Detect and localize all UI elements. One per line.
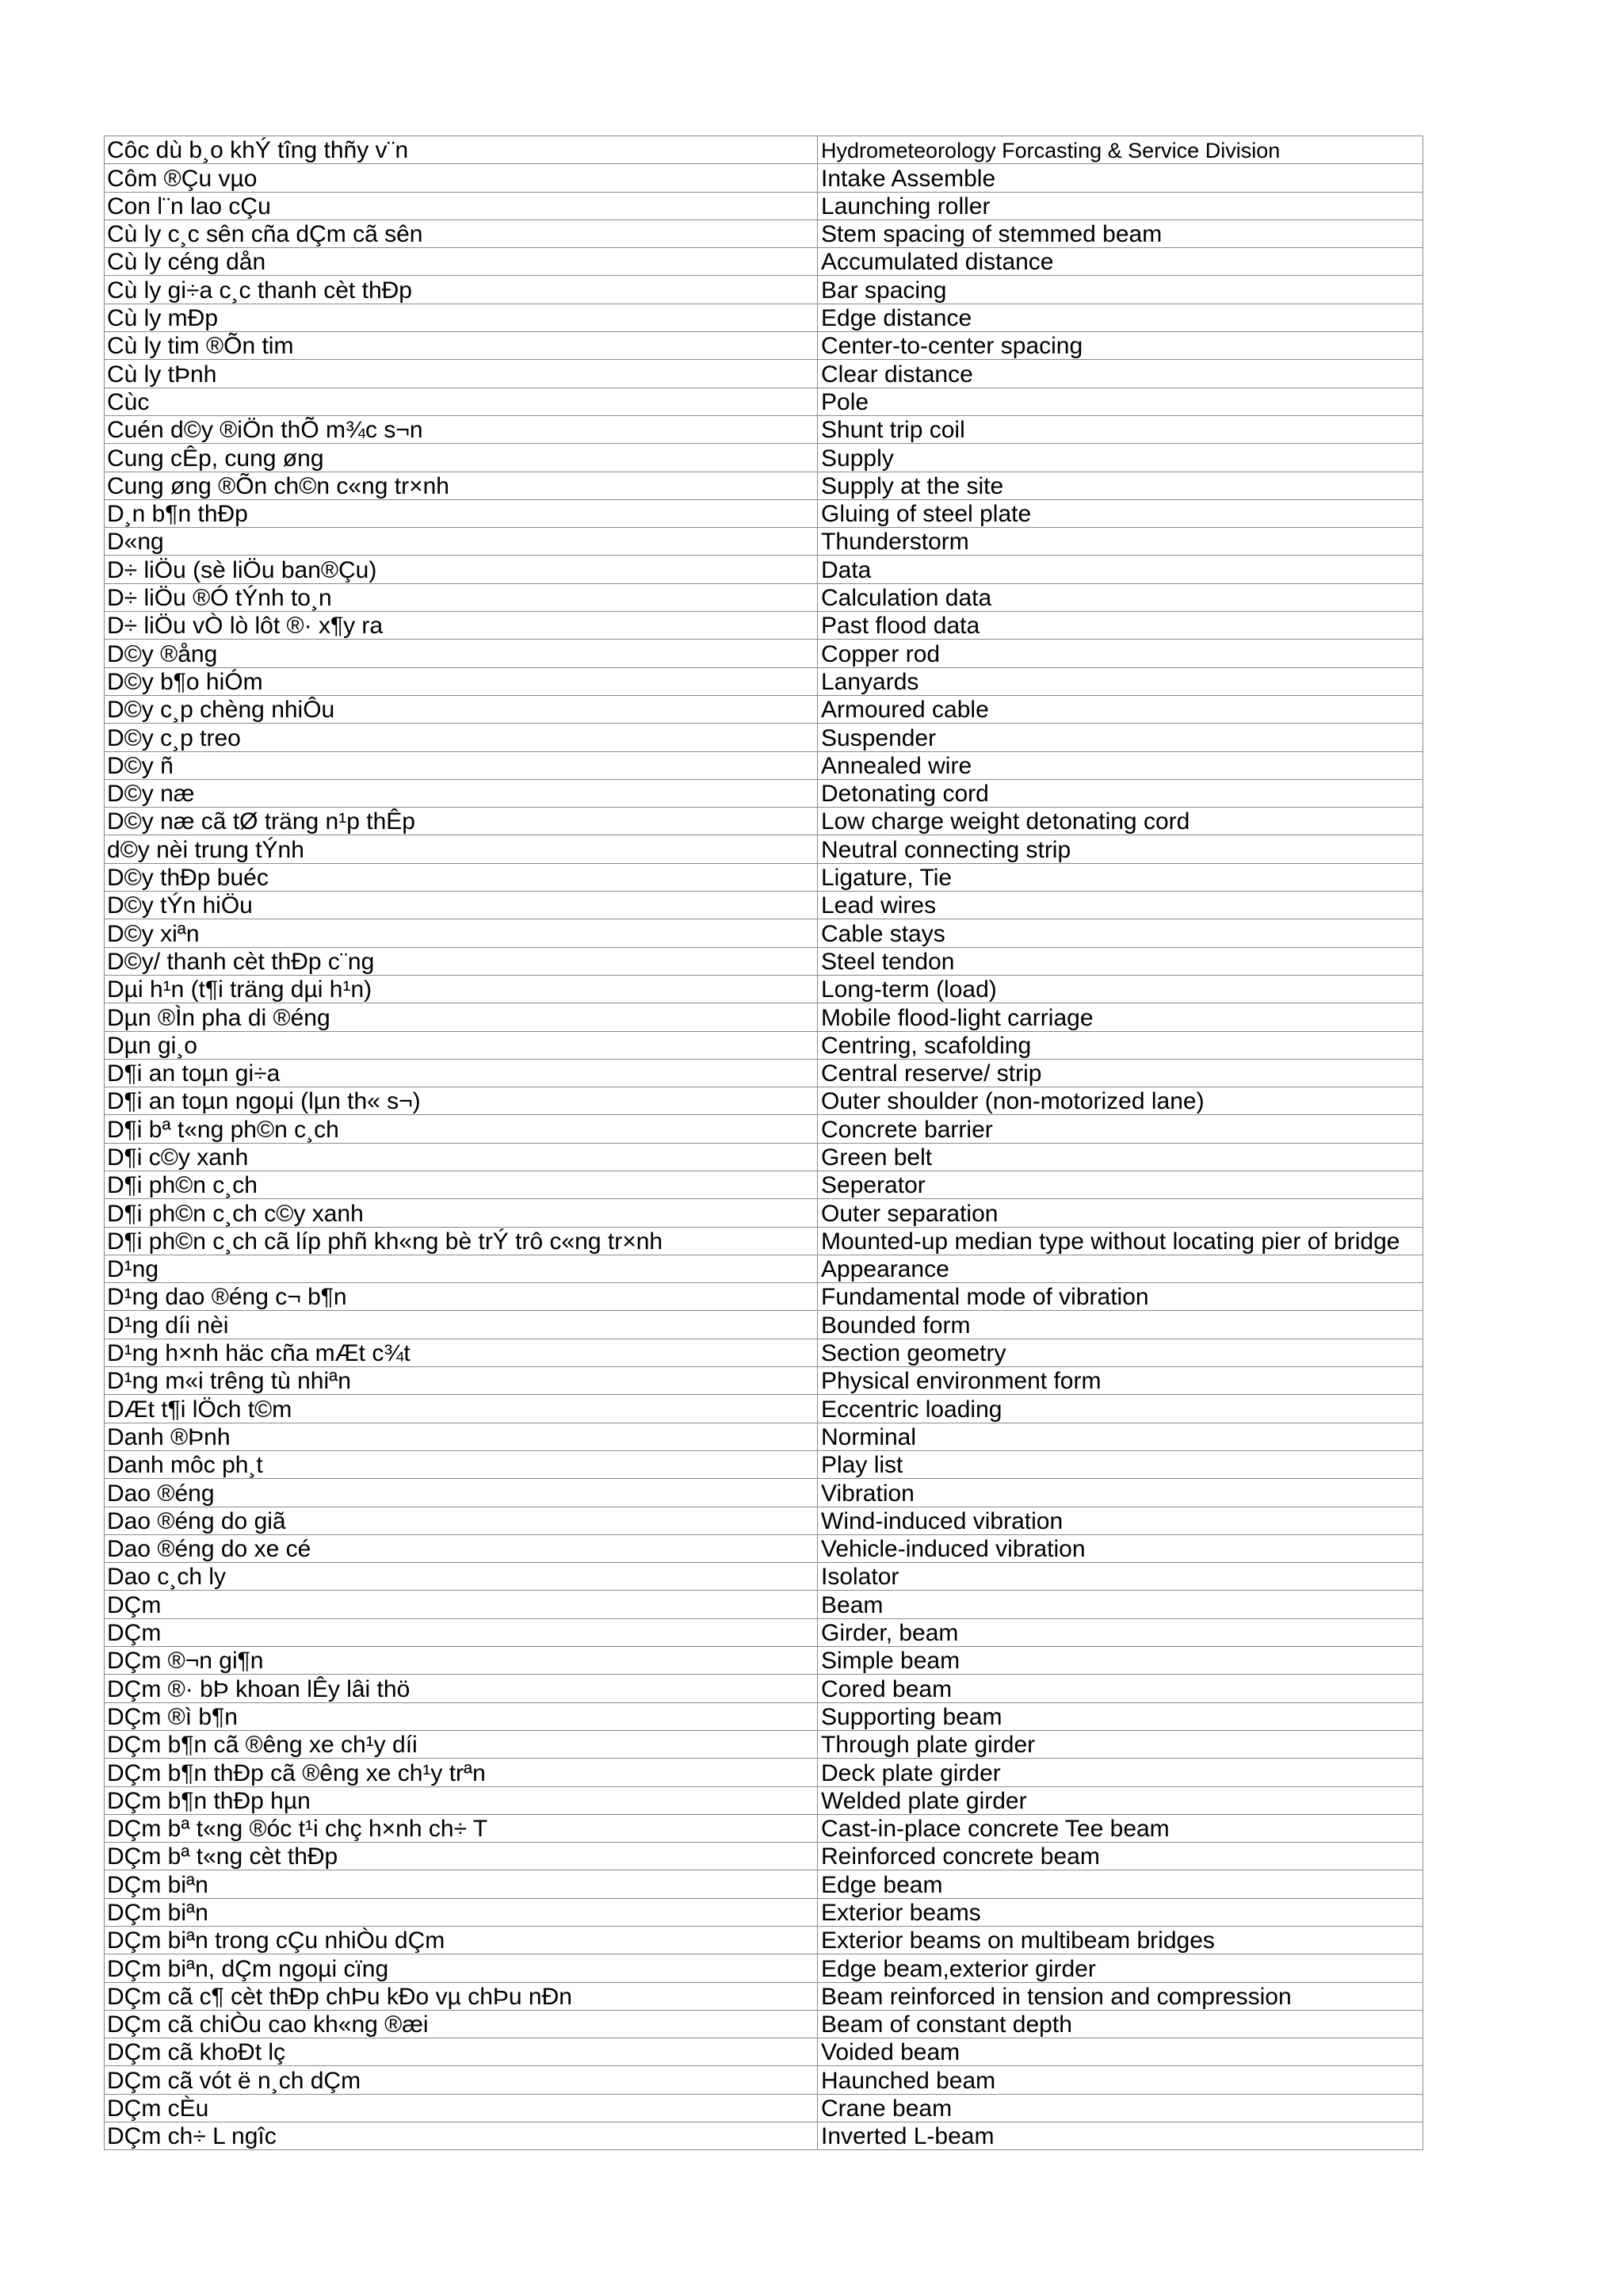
table-row bbox=[105, 835, 1423, 863]
table-row bbox=[105, 1843, 1423, 1870]
vietnamese-term-cell: D©y næ bbox=[105, 779, 818, 807]
table-row bbox=[105, 863, 1423, 891]
english-term-cell: Beam bbox=[818, 1591, 1423, 1618]
vietnamese-term-cell: Dao ®éng do xe cé bbox=[105, 1534, 818, 1562]
table-row bbox=[105, 1311, 1423, 1339]
table-row bbox=[105, 1227, 1423, 1255]
table-row bbox=[105, 975, 1423, 1003]
table-row bbox=[105, 751, 1423, 779]
vietnamese-term-cell: DÇm biªn bbox=[105, 1898, 818, 1926]
english-term-cell: Section geometry bbox=[818, 1339, 1423, 1366]
vietnamese-term-cell: D¶i ph©n c¸ch bbox=[105, 1171, 818, 1198]
table-row bbox=[105, 1982, 1423, 2010]
table-row bbox=[105, 695, 1423, 723]
table-row bbox=[105, 2066, 1423, 2094]
table-row bbox=[105, 472, 1423, 499]
english-term-cell: Reinforced concrete beam bbox=[818, 1843, 1423, 1870]
english-term-cell: Outer separation bbox=[818, 1199, 1423, 1227]
vietnamese-term-cell: DÆt t¶i lÖch t©m bbox=[105, 1395, 818, 1423]
english-term-cell: Welded plate girder bbox=[818, 1786, 1423, 1814]
vietnamese-term-cell: D÷ liÖu vÒ lò lôt ®· x¶y ra bbox=[105, 612, 818, 640]
english-term-cell: Calculation data bbox=[818, 583, 1423, 611]
english-term-cell: Cored beam bbox=[818, 1675, 1423, 1702]
vietnamese-term-cell: DÇm ®· bÞ khoan lÊy lâi thö bbox=[105, 1675, 818, 1702]
table-row bbox=[105, 1563, 1423, 1591]
table-row bbox=[105, 947, 1423, 975]
table-row bbox=[105, 1171, 1423, 1198]
vietnamese-term-cell: Dao ®éng do giã bbox=[105, 1507, 818, 1534]
table-row bbox=[105, 1759, 1423, 1786]
vietnamese-term-cell: D¶i an toµn gi÷a bbox=[105, 1059, 818, 1087]
english-term-cell: Thunderstorm bbox=[818, 528, 1423, 556]
table-row bbox=[105, 724, 1423, 751]
table-row bbox=[105, 2122, 1423, 2150]
vietnamese-term-cell: DÇm cã chiÒu cao kh«ng ®æi bbox=[105, 2010, 818, 2038]
vietnamese-term-cell: Cù ly tÞnh bbox=[105, 360, 818, 388]
english-term-cell: Exterior beams bbox=[818, 1898, 1423, 1926]
english-term-cell: Intake Assemble bbox=[818, 164, 1423, 192]
english-term-cell: Copper rod bbox=[818, 640, 1423, 667]
english-term-cell: Play list bbox=[818, 1450, 1423, 1478]
vietnamese-term-cell: DÇm b¶n cã ®êng xe ch¹y díi bbox=[105, 1730, 818, 1758]
vietnamese-term-cell: D¶i ph©n c¸ch cã líp phñ kh«ng bè trÝ trô c«ng tr×nh bbox=[105, 1227, 818, 1255]
vietnamese-term-cell: D¶i ph©n c¸ch c©y xanh bbox=[105, 1199, 818, 1227]
table-row bbox=[105, 640, 1423, 667]
english-term-cell: Norminal bbox=[818, 1423, 1423, 1450]
vietnamese-term-cell: D©y xiªn bbox=[105, 919, 818, 947]
english-term-cell: Detonating cord bbox=[818, 779, 1423, 807]
table-row bbox=[105, 1647, 1423, 1675]
english-term-cell: Mobile flood-light carriage bbox=[818, 1003, 1423, 1031]
table-row bbox=[105, 2038, 1423, 2066]
vietnamese-term-cell: D÷ liÖu (sè liÖu ban®Çu) bbox=[105, 556, 818, 583]
table-row bbox=[105, 248, 1423, 276]
table-row bbox=[105, 1675, 1423, 1702]
vietnamese-term-cell: Cù ly c¸c sên cña dÇm cã sên bbox=[105, 220, 818, 247]
vietnamese-term-cell: DÇm bbox=[105, 1618, 818, 1646]
vietnamese-term-cell: Cùc bbox=[105, 388, 818, 415]
table-row bbox=[105, 1115, 1423, 1143]
table-row bbox=[105, 1339, 1423, 1366]
vietnamese-term-cell: DÇm cÈu bbox=[105, 2094, 818, 2122]
vietnamese-term-cell: D©y thÐp buéc bbox=[105, 863, 818, 891]
table-row bbox=[105, 1534, 1423, 1562]
english-term-cell: Isolator bbox=[818, 1563, 1423, 1591]
english-term-cell: Armoured cable bbox=[818, 695, 1423, 723]
english-term-cell: Girder, beam bbox=[818, 1618, 1423, 1646]
english-term-cell: Outer shoulder (non-motorized lane) bbox=[818, 1087, 1423, 1115]
vietnamese-term-cell: Danh môc ph¸t bbox=[105, 1450, 818, 1478]
vietnamese-term-cell: DÇm bª t«ng cèt thÐp bbox=[105, 1843, 818, 1870]
table-row bbox=[105, 612, 1423, 640]
table-row bbox=[105, 1450, 1423, 1478]
table-row bbox=[105, 276, 1423, 304]
english-term-cell: Central reserve/ strip bbox=[818, 1059, 1423, 1087]
vietnamese-term-cell: DÇm cã c¶ cèt thÐp chÞu kÐo vµ chÞu nÐn bbox=[105, 1982, 818, 2010]
table-row bbox=[105, 1927, 1423, 1954]
vietnamese-term-cell: D¶i c©y xanh bbox=[105, 1143, 818, 1171]
vietnamese-term-cell: D¶i bª t«ng ph©n c¸ch bbox=[105, 1115, 818, 1143]
english-term-cell: Supply at the site bbox=[818, 472, 1423, 499]
table-row bbox=[105, 1003, 1423, 1031]
vietnamese-term-cell: D¶i an toµn ngoµi (lµn th« s¬) bbox=[105, 1087, 818, 1115]
vietnamese-term-cell: D¸n b¶n thÐp bbox=[105, 499, 818, 527]
table-row bbox=[105, 1870, 1423, 1898]
vietnamese-term-cell: DÇm biªn bbox=[105, 1870, 818, 1898]
english-term-cell: Edge beam,exterior girder bbox=[818, 1954, 1423, 1982]
english-term-cell: Shunt trip coil bbox=[818, 415, 1423, 443]
english-term-cell: Crane beam bbox=[818, 2094, 1423, 2122]
vietnamese-term-cell: D÷ liÖu ®Ó tÝnh to¸n bbox=[105, 583, 818, 611]
table-row bbox=[105, 667, 1423, 695]
english-term-cell: Launching roller bbox=[818, 192, 1423, 220]
english-term-cell: Bounded form bbox=[818, 1311, 1423, 1339]
table-row bbox=[105, 583, 1423, 611]
english-term-cell: Centring, scafolding bbox=[818, 1031, 1423, 1059]
table-row bbox=[105, 2010, 1423, 2038]
table-row bbox=[105, 1283, 1423, 1311]
table-row bbox=[105, 444, 1423, 472]
vietnamese-term-cell: DÇm ch÷ L ngîc bbox=[105, 2122, 818, 2150]
vietnamese-term-cell: Con l¨n lao cÇu bbox=[105, 192, 818, 220]
english-term-cell: Mounted-up median type without locating pier of bridge bbox=[818, 1227, 1423, 1255]
english-term-cell: Gluing of steel plate bbox=[818, 499, 1423, 527]
table-row bbox=[105, 136, 1423, 164]
english-term-cell: Annealed wire bbox=[818, 751, 1423, 779]
vietnamese-term-cell: D©y ®ång bbox=[105, 640, 818, 667]
vietnamese-term-cell: DÇm ®ì b¶n bbox=[105, 1702, 818, 1730]
english-term-cell: Physical environment form bbox=[818, 1367, 1423, 1395]
glossary-body bbox=[105, 136, 1423, 2150]
vietnamese-term-cell: D¹ng díi nèi bbox=[105, 1311, 818, 1339]
table-row bbox=[105, 1814, 1423, 1842]
table-row bbox=[105, 556, 1423, 583]
vietnamese-term-cell: d©y nèi trung tÝnh bbox=[105, 835, 818, 863]
vietnamese-term-cell: D¹ng bbox=[105, 1255, 818, 1282]
english-term-cell: Clear distance bbox=[818, 360, 1423, 388]
english-term-cell: Center-to-center spacing bbox=[818, 332, 1423, 360]
table-row bbox=[105, 1423, 1423, 1450]
table-row bbox=[105, 1786, 1423, 1814]
table-row bbox=[105, 1059, 1423, 1087]
english-term-cell: Stem spacing of stemmed beam bbox=[818, 220, 1423, 247]
english-term-cell: Green belt bbox=[818, 1143, 1423, 1171]
vietnamese-term-cell: Cù ly tim ®Õn tim bbox=[105, 332, 818, 360]
vietnamese-term-cell: Dao c¸ch ly bbox=[105, 1563, 818, 1591]
table-row bbox=[105, 415, 1423, 443]
english-term-cell: Ligature, Tie bbox=[818, 863, 1423, 891]
english-term-cell: Vibration bbox=[818, 1479, 1423, 1507]
vietnamese-term-cell: Danh ®Þnh bbox=[105, 1423, 818, 1450]
english-term-cell: Pole bbox=[818, 388, 1423, 415]
table-row bbox=[105, 528, 1423, 556]
table-row bbox=[105, 1031, 1423, 1059]
vietnamese-term-cell: D¹ng dao ®éng c¬ b¶n bbox=[105, 1283, 818, 1311]
table-row bbox=[105, 1143, 1423, 1171]
table-row bbox=[105, 1395, 1423, 1423]
english-term-cell: Suspender bbox=[818, 724, 1423, 751]
english-term-cell: Voided beam bbox=[818, 2038, 1423, 2066]
table-row bbox=[105, 779, 1423, 807]
english-term-cell: Wind-induced vibration bbox=[818, 1507, 1423, 1534]
english-term-cell: Deck plate girder bbox=[818, 1759, 1423, 1786]
table-row bbox=[105, 1730, 1423, 1758]
vietnamese-term-cell: D¹ng h×nh häc cña mÆt c¾t bbox=[105, 1339, 818, 1366]
vietnamese-term-cell: Cuén d©y ®iÖn thÕ m¾c s¬n bbox=[105, 415, 818, 443]
english-term-cell: Supply bbox=[818, 444, 1423, 472]
english-term-cell: Haunched beam bbox=[818, 2066, 1423, 2094]
table-row bbox=[105, 1255, 1423, 1282]
english-term-cell: Vehicle-induced vibration bbox=[818, 1534, 1423, 1562]
english-term-cell: Lanyards bbox=[818, 667, 1423, 695]
glossary-table bbox=[104, 136, 1423, 2150]
table-row bbox=[105, 1479, 1423, 1507]
table-row bbox=[105, 1367, 1423, 1395]
english-term-cell: Exterior beams on multibeam bridges bbox=[818, 1927, 1423, 1954]
english-term-cell: Hydrometeorology Forcasting & Service Division bbox=[818, 136, 1423, 164]
english-term-cell: Beam reinforced in tension and compression bbox=[818, 1982, 1423, 2010]
vietnamese-term-cell: Cù ly mÐp bbox=[105, 304, 818, 331]
vietnamese-term-cell: Cung øng ®Õn ch©n c«ng tr×nh bbox=[105, 472, 818, 499]
vietnamese-term-cell: D©y b¶o hiÓm bbox=[105, 667, 818, 695]
table-row bbox=[105, 1199, 1423, 1227]
english-term-cell: Cast-in-place concrete Tee beam bbox=[818, 1814, 1423, 1842]
english-term-cell: Eccentric loading bbox=[818, 1395, 1423, 1423]
table-row bbox=[105, 1591, 1423, 1618]
english-term-cell: Appearance bbox=[818, 1255, 1423, 1282]
vietnamese-term-cell: DÇm cã vót ë n¸ch dÇm bbox=[105, 2066, 818, 2094]
english-term-cell: Steel tendon bbox=[818, 947, 1423, 975]
table-row bbox=[105, 360, 1423, 388]
vietnamese-term-cell: DÇm bª t«ng ®óc t¹i chç h×nh ch÷ T bbox=[105, 1814, 818, 1842]
vietnamese-term-cell: Dµn ®Ìn pha di ®éng bbox=[105, 1003, 818, 1031]
table-row bbox=[105, 304, 1423, 331]
table-row bbox=[105, 1954, 1423, 1982]
vietnamese-term-cell: DÇm biªn, dÇm ngoµi cïng bbox=[105, 1954, 818, 1982]
vietnamese-term-cell: D©y c¸p treo bbox=[105, 724, 818, 751]
english-term-cell: Seperator bbox=[818, 1171, 1423, 1198]
vietnamese-term-cell: Cung cÊp, cung øng bbox=[105, 444, 818, 472]
vietnamese-term-cell: DÇm b¶n thÐp cã ®êng xe ch¹y trªn bbox=[105, 1759, 818, 1786]
table-row bbox=[105, 1087, 1423, 1115]
english-term-cell: Simple beam bbox=[818, 1647, 1423, 1675]
english-term-cell: Lead wires bbox=[818, 892, 1423, 919]
vietnamese-term-cell: D©y c¸p chèng nhiÔu bbox=[105, 695, 818, 723]
vietnamese-term-cell: Dao ®éng bbox=[105, 1479, 818, 1507]
english-term-cell: Neutral connecting strip bbox=[818, 835, 1423, 863]
vietnamese-term-cell: D©y ñ bbox=[105, 751, 818, 779]
table-row bbox=[105, 808, 1423, 835]
english-term-cell: Cable stays bbox=[818, 919, 1423, 947]
english-term-cell: Edge distance bbox=[818, 304, 1423, 331]
english-term-cell: Fundamental mode of vibration bbox=[818, 1283, 1423, 1311]
vietnamese-term-cell: D«ng bbox=[105, 528, 818, 556]
english-term-cell: Long-term (load) bbox=[818, 975, 1423, 1003]
table-row bbox=[105, 919, 1423, 947]
table-row bbox=[105, 1702, 1423, 1730]
english-term-cell: Bar spacing bbox=[818, 276, 1423, 304]
vietnamese-term-cell: D¹ng m«i trêng tù nhiªn bbox=[105, 1367, 818, 1395]
english-term-cell: Data bbox=[818, 556, 1423, 583]
table-row bbox=[105, 892, 1423, 919]
vietnamese-term-cell: Côc dù b¸o khÝ tîng thñy v¨n bbox=[105, 136, 818, 164]
vietnamese-term-cell: Dµn gi¸o bbox=[105, 1031, 818, 1059]
english-term-cell: Past flood data bbox=[818, 612, 1423, 640]
vietnamese-term-cell: DÇm bbox=[105, 1591, 818, 1618]
english-term-cell: Beam of constant depth bbox=[818, 2010, 1423, 2038]
vietnamese-term-cell: DÇm b¶n thÐp hµn bbox=[105, 1786, 818, 1814]
table-row bbox=[105, 220, 1423, 247]
table-row bbox=[105, 332, 1423, 360]
vietnamese-term-cell: Côm ®Çu vµo bbox=[105, 164, 818, 192]
table-row bbox=[105, 192, 1423, 220]
english-term-cell: Supporting beam bbox=[818, 1702, 1423, 1730]
table-row bbox=[105, 388, 1423, 415]
english-term-cell: Through plate girder bbox=[818, 1730, 1423, 1758]
english-term-cell: Accumulated distance bbox=[818, 248, 1423, 276]
vietnamese-term-cell: DÇm cã khoÐt lç bbox=[105, 2038, 818, 2066]
table-row bbox=[105, 499, 1423, 527]
vietnamese-term-cell: D©y/ thanh cèt thÐp c¨ng bbox=[105, 947, 818, 975]
english-term-cell: Edge beam bbox=[818, 1870, 1423, 1898]
vietnamese-term-cell: Dµi h¹n (t¶i träng dµi h¹n) bbox=[105, 975, 818, 1003]
vietnamese-term-cell: D©y tÝn hiÖu bbox=[105, 892, 818, 919]
table-row bbox=[105, 1898, 1423, 1926]
vietnamese-term-cell: Cù ly céng dån bbox=[105, 248, 818, 276]
table-row bbox=[105, 1507, 1423, 1534]
table-row bbox=[105, 1618, 1423, 1646]
table-row bbox=[105, 2094, 1423, 2122]
table-row bbox=[105, 164, 1423, 192]
vietnamese-term-cell: DÇm biªn trong cÇu nhiÒu dÇm bbox=[105, 1927, 818, 1954]
vietnamese-term-cell: Cù ly gi÷a c¸c thanh cèt thÐp bbox=[105, 276, 818, 304]
english-term-cell: Concrete barrier bbox=[818, 1115, 1423, 1143]
vietnamese-term-cell: D©y næ cã tØ träng n¹p thÊp bbox=[105, 808, 818, 835]
english-term-cell: Inverted L-beam bbox=[818, 2122, 1423, 2150]
vietnamese-term-cell: DÇm ®¬n gi¶n bbox=[105, 1647, 818, 1675]
english-term-cell: Low charge weight detonating cord bbox=[818, 808, 1423, 835]
